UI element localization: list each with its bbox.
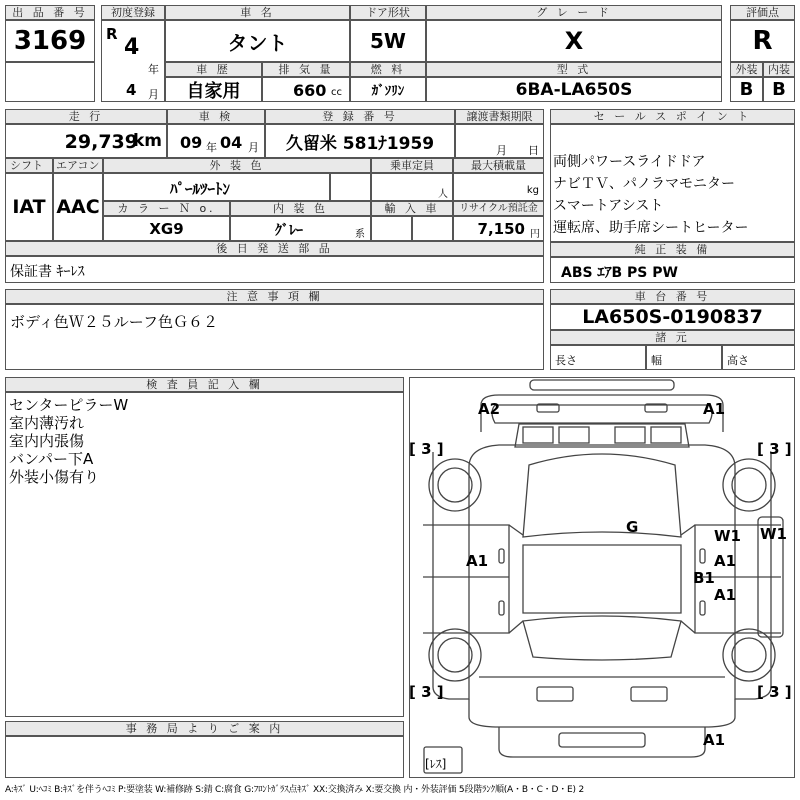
year-unit: 年 (148, 63, 159, 76)
notes-box (5, 304, 544, 370)
later-parts-box (5, 256, 544, 283)
max-load-unit: kg (526, 185, 539, 196)
later-parts-header: 後 日 発 送 部 品 (5, 241, 544, 256)
notes-header: 注 意 事 項 欄 (5, 289, 544, 304)
sales-point-item: ナビＴＶ、パノラマモニター (553, 176, 735, 192)
max-load-box (453, 173, 544, 201)
front-bumper (492, 405, 712, 423)
office-header: 事 務 局 よ り ご 案 内 (5, 721, 404, 736)
inspection-header: 車 検 (167, 109, 265, 124)
genuine-equip-box (550, 257, 795, 283)
grade: X (426, 20, 722, 62)
lot-number-blank (5, 62, 95, 102)
chassis-number: LA650S-0190837 (550, 304, 795, 330)
inspection-year-unit: 年 (206, 141, 217, 154)
dim-length: 長さ (555, 354, 577, 367)
first-reg-year: 4 (124, 35, 140, 60)
body-sides (433, 445, 771, 699)
lot-number-header: 出 品 番 号 (5, 5, 95, 20)
office-box (5, 736, 404, 778)
later-parts: 保証書 ｷｰﾚｽ (10, 264, 85, 280)
color-no: XG9 (103, 216, 230, 241)
dim-width-box (646, 345, 722, 370)
inspector-note: 外装小傷有り (9, 468, 100, 486)
history-header: 車 歴 (165, 62, 262, 77)
max-load-header: 最大積載量 (453, 158, 544, 173)
int-color-box (230, 216, 371, 241)
car-diagram (409, 377, 795, 778)
displacement: 660 (293, 81, 327, 100)
history: 自家用 (165, 77, 262, 102)
first-reg-month: 4 (126, 81, 137, 99)
fuel-header: 燃 料 (350, 62, 426, 77)
recycle-fee: 7,150 (477, 220, 525, 238)
rear-window (523, 616, 681, 660)
door-header: ドア形状 (350, 5, 426, 20)
inspection-month-unit: 月 (248, 141, 259, 154)
mileage-box (5, 124, 167, 158)
mileage: 29,739 (64, 131, 138, 153)
exterior-header: 外装 (730, 62, 763, 77)
sales-point-item: 運転席、助手席シートヒーター (553, 220, 749, 236)
left-panel (423, 525, 509, 633)
inspector-note: 室内内張傷 (9, 432, 85, 450)
wheel-rr (723, 629, 775, 681)
color-no-header: カ ラ ー Ｎ o. (103, 201, 230, 216)
rear-bumper (499, 727, 705, 757)
mark-right-door-3: B1 (693, 569, 715, 587)
mark-right-pillar: W1 (760, 525, 787, 543)
model-code: 6BA-LA650S (426, 77, 722, 102)
aircon: AAC (53, 173, 103, 241)
capacity-header: 乗車定員 (371, 158, 453, 173)
mark-tire-rr: [ 3 ] (757, 683, 792, 701)
inspector-note: バンパー下A (9, 450, 94, 468)
month-unit: 月 (148, 88, 159, 101)
mileage-unit: km (132, 131, 162, 151)
mark-right-door-2: A1 (714, 552, 737, 570)
registration-header: 登 録 番 号 (265, 109, 455, 124)
interior-grade: B (763, 77, 795, 102)
recycle-box (453, 216, 544, 241)
transfer-box (455, 124, 544, 158)
front-strip (530, 380, 674, 390)
mark-roof: G (626, 518, 639, 536)
mark-tire-fl: [ 3 ] (409, 440, 444, 458)
shift-header: シフト (5, 158, 53, 173)
displacement-header: 排 気 量 (262, 62, 350, 77)
dim-length-box (550, 345, 646, 370)
int-color: ｸﾞﾚｰ (275, 223, 303, 239)
chassis-header: 車 台 番 号 (550, 289, 795, 304)
mark-rear-bumper: A1 (703, 731, 726, 749)
rear-outline (469, 699, 735, 727)
transfer-day-unit: 日 (528, 144, 539, 157)
door-type: 5W (350, 20, 426, 62)
mark-tire-fr: [ 3 ] (757, 440, 792, 458)
wheel-fr (723, 459, 775, 511)
mark-spare: [ﾚｽ] (425, 757, 447, 771)
roof (523, 545, 681, 613)
import-header: 輸 入 車 (371, 201, 453, 216)
inspector-notes (5, 392, 404, 717)
transfer-header: 譲渡書類期限 (455, 109, 544, 124)
notes-text: ボディ色Ｗ２５ルーフ色Ｇ６２ (10, 313, 219, 331)
inspector-note: 室内薄汚れ (9, 414, 85, 432)
genuine-equip-header: 純 正 装 備 (550, 242, 795, 257)
mileage-header: 走 行 (5, 109, 167, 124)
import-cell-2 (412, 216, 453, 241)
transfer-month-unit: 月 (496, 144, 507, 157)
inspector-header: 検 査 員 記 入 欄 (5, 377, 404, 392)
score-header: 評価点 (730, 5, 795, 20)
ext-color-header: 外 装 色 (103, 158, 371, 173)
capacity-unit: 人 (438, 189, 448, 200)
car-name: タント (165, 20, 350, 62)
sales-point-item: 両側パワースライドドア (553, 154, 706, 170)
dim-width: 幅 (651, 354, 662, 367)
exterior-grade: B (730, 77, 763, 102)
recycle-header: リサイクル預託金 (453, 201, 544, 216)
sales-points (550, 124, 795, 242)
interior-header: 内装 (763, 62, 795, 77)
capacity-box (371, 173, 453, 201)
mark-left-side: A1 (466, 552, 489, 570)
displacement-box (262, 77, 350, 102)
front-outline (481, 395, 726, 432)
inspection-year: 09 (180, 133, 203, 152)
mark-front-left: A2 (478, 400, 501, 418)
dim-height-box (722, 345, 795, 370)
int-color-header: 内 装 色 (230, 201, 371, 216)
ext-color-blank (330, 173, 371, 201)
dimensions-header: 諸 元 (550, 330, 795, 345)
displacement-unit: cc (331, 87, 342, 98)
first-reg-box (101, 20, 165, 102)
dim-height: 高さ (727, 354, 749, 367)
first-reg-header: 初度登録 (101, 5, 165, 20)
score: R (730, 20, 795, 62)
mark-front-right: A1 (703, 400, 726, 418)
legend: A:ｷｽﾞ U:ﾍｺﾐ B:ｷｽﾞを伴うﾍｺﾐ P:要塗装 W:補修跡 S:錆 C:腐食 G:ﾌﾛﾝﾄｶﾞﾗｽ点ｷｽﾞ XX:交換済み X:要交換 内・外装評価 5段階ﾗﾝｸ順(A・B・C・D・E) 2 (5, 785, 584, 795)
fuel: ｶﾞｿﾘﾝ (350, 77, 426, 102)
first-reg-era: R (106, 25, 118, 43)
sales-point-item: スマートアシスト (553, 198, 664, 214)
grade-header: グ レ ー ド (426, 5, 722, 20)
inspection-month: 04 (220, 133, 243, 152)
mark-right-door-1: W1 (714, 527, 741, 545)
recycle-unit: 円 (530, 229, 540, 240)
inspection-box (167, 124, 265, 158)
sales-points-header: セ ー ル ス ポ イ ン ト (550, 109, 795, 124)
aircon-header: エアコン (53, 158, 103, 173)
car-name-header: 車 名 (165, 5, 350, 20)
windshield (523, 454, 681, 537)
lot-number: 3169 (5, 20, 95, 62)
mark-tire-rl: [ 3 ] (409, 683, 444, 701)
ext-color: ﾊﾟｰﾙﾂｰﾄﾝ (170, 180, 231, 198)
genuine-equipment: ABS ｴｱB PS PW (561, 265, 678, 281)
int-color-suffix: 系 (355, 229, 365, 240)
wheel-rl (429, 629, 481, 681)
model-header: 型 式 (426, 62, 722, 77)
registration-number: 久留米 581ﾅ1959 (265, 124, 455, 158)
wheel-fl (429, 459, 481, 511)
import-cell-1 (371, 216, 412, 241)
inspector-note: センターピラーW (9, 396, 129, 414)
shift: IAT (5, 173, 53, 241)
mark-right-door-4: A1 (714, 586, 737, 604)
